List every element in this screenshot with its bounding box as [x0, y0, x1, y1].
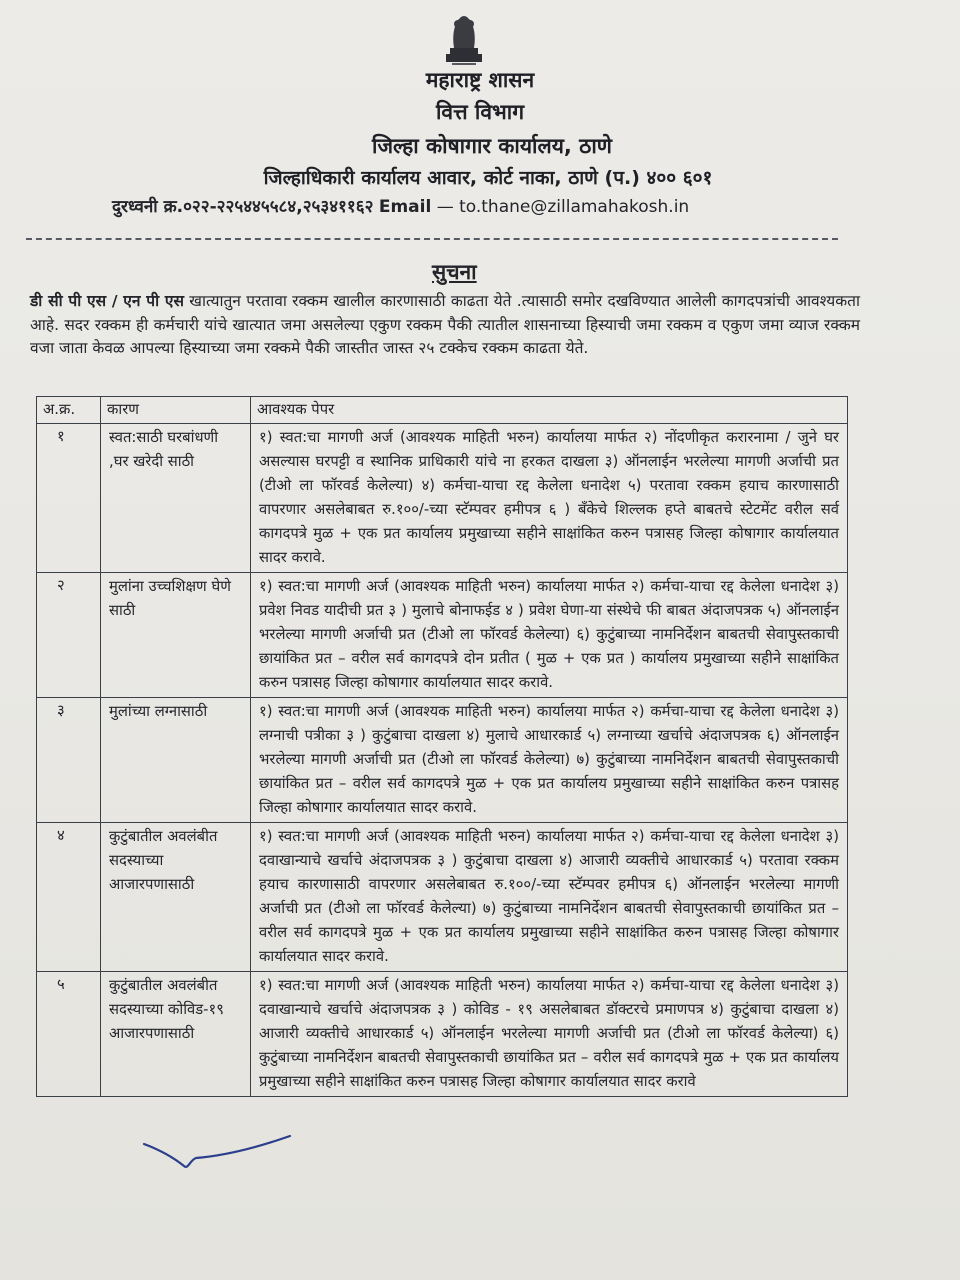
- table-row: [37, 573, 848, 698]
- papers-cell: १) स्वत:चा मागणी अर्ज (आवश्यक माहिती भरुन) कार्यालया मार्फत २) कर्मचा-याचा रद्द केलेला धनादेश ३) दवाखान्याचे खर्चाचे अंदाजपत्रक ३ ) कोविड - १९ असलेबाबत डॉक्टरचे प्रमाणपत्र ४) कुटुंबाचा दाखला ४) आजारी व्यक्तीचे आधारकार्ड ५) ऑनलाईन भरलेल्या मागणी अर्जाची प्रत (टीओ ला फॉरवर्ड केलेल्या) ६) कुटुंबाच्या नामनिर्देशन बाबतची सेवापुस्तकाची छायांकित प्रत – वरील सर्व कागदपत्रे मुळ + एक प्रत कार्यालय प्रमुखाच्या सहीने साक्षांकित करुन पत्रासह जिल्हा कोषागार कार्यालयात सादर करावे: [251, 972, 848, 1097]
- pen-mark-icon: [140, 1130, 300, 1175]
- contact-line: [112, 194, 689, 217]
- office-name: जिल्हा कोषागार कार्यालय, ठाणे: [372, 134, 612, 158]
- table-row: [37, 698, 848, 823]
- department-name: वित्त विभाग: [435, 100, 525, 124]
- papers-cell: १) स्वत:चा मागणी अर्ज (आवश्यक माहिती भरुन) कार्यालया मार्फत २) कर्मचा-याचा रद्द केलेला धनादेश ३) प्रवेश निवड यादीची प्रत ३ ) मुलाचे बोनाफईड ४ ) प्रवेश घेणा-या संस्थेचे फी बाबत अंदाजपत्रक ५) ऑनलाईन भरलेल्या मागणी अर्जाची प्रत (टीओ ला फॉरवर्ड केलेल्या) ६) कुटुंबाच्या नामनिर्देशन बाबतची सेवापुस्तकाची छायांकित प्रत – वरील सर्व कागदपत्रे दोन प्रतीत ( मुळ + एक प्रत ) कार्यालय प्रमुखाच्या सहीने साक्षांकित करुन पत्रासह जिल्हा कोषागार कार्यालयात सादर करावे.: [251, 573, 848, 698]
- intro-text: खात्यातुन परतावा रक्कम खालील कारणासाठी काढता येते .त्यासाठी समोर दखविण्यात आलेली कागदपत्रांची आवश्यकता आहे. सदर रक्कम ही कर्मचारी यांचे खात्यात जमा असलेल्या एकुण रक्कम पैकी त्यातील शासनाच्या हिस्याची जमा रक्कम व एकुण जमा व्याज रक्कम वजा जाता केवळ आपल्या हिस्याच्या जमा रक्कमे पैकी जास्तीत जास्त २५ टक्केच रक्कम काढता येते.: [30, 292, 860, 357]
- reason-cell: कुटुंबातील अवलंबीत सदस्याच्या आजारपणासाठी: [101, 823, 251, 972]
- scheme-name: डी सी पी एस / एन पी एस: [30, 292, 184, 310]
- serial-cell: ४: [37, 823, 101, 972]
- phone-numbers: दुरध्वनी क्र.०२२-२२५४४५५८४,२५३४११६२: [112, 197, 374, 217]
- serial-cell: २: [37, 573, 101, 698]
- notice-title: सुचना: [432, 260, 477, 284]
- header-papers: आवश्यक पेपर: [251, 397, 848, 424]
- documents-table: [36, 396, 848, 1097]
- separator-line: [26, 238, 838, 240]
- office-address: जिल्हाधिकारी कार्यालय आवार, कोर्ट नाका, ठाणे (प.) ४०० ६०१: [263, 167, 713, 189]
- reason-cell: कुटुंबातील अवलंबीत सदस्याच्या कोविड-१९ आजारपणासाठी: [101, 972, 251, 1097]
- papers-cell: १) स्वत:चा मागणी अर्ज (आवश्यक माहिती भरुन) कार्यालया मार्फत २) नोंदणीकृत करारनामा / जुने घर असल्यास घरपट्टी व स्थानिक प्राधिकारी यांचे ना हरकत दाखला ३) ऑनलाईन भरलेल्या मागणी अर्जाची प्रत (टीओ ला फॉरवर्ड केलेल्या) ४) कर्मचा-याचा रद्द केलेला धनादेश ५) परतावा रक्कम हयाच कारणासाठी वापरणार असलेबाबत रु.१००/-च्या स्टॅम्पवर हमीपत्र ६ ) बँकेचे शिल्लक हप्ते बाबतचे स्टेटमेंट वरील सर्व कागदपत्रे मुळ + एक प्रत कार्यालय प्रमुखाच्या सहीने साक्षांकित करुन पत्रासह जिल्हा कोषागार कार्यालयात सादर करावे.: [251, 424, 848, 573]
- table-header-row: [37, 397, 848, 424]
- reason-cell: स्वत:साठी घरबांधणी ,घर खरेदी साठी: [101, 424, 251, 573]
- reason-cell: मुलांच्या लग्नासाठी: [101, 698, 251, 823]
- email-address: — to.thane@zillamahakosh.in: [436, 197, 690, 217]
- serial-cell: ५: [37, 972, 101, 1097]
- serial-cell: १: [37, 424, 101, 573]
- table-row: [37, 972, 848, 1097]
- government-name: महाराष्ट्र शासन: [425, 68, 535, 92]
- table-row: [37, 823, 848, 972]
- header-serial: अ.क्र.: [37, 397, 101, 424]
- papers-cell: १) स्वत:चा मागणी अर्ज (आवश्यक माहिती भरुन) कार्यालया मार्फत २) कर्मचा-याचा रद्द केलेला धनादेश ३) लग्नाची पत्रीका ३ ) कुटुंबाचा दाखला ४) मुलाचे आधारकार्ड ५) लग्नाच्या खर्चाचे अंदाजपत्रक ६) ऑनलाईन भरलेल्या मागणी अर्जाची प्रत (टीओ ला फॉरवर्ड केलेल्या) ७) कुटुंबाच्या नामनिर्देशन बाबतची सेवापुस्तकाची छायांकित प्रत – वरील सर्व कागदपत्रे मुळ + एक प्रत कार्यालय प्रमुखाच्या सहीने साक्षांकित करुन पत्रासह जिल्हा कोषागार कार्यालयात सादर करावे.: [251, 698, 848, 823]
- email-label: Email: [378, 197, 432, 217]
- papers-cell: १) स्वत:चा मागणी अर्ज (आवश्यक माहिती भरुन) कार्यालया मार्फत २) कर्मचा-याचा रद्द केलेला धनादेश ३) दवाखान्याचे खर्चाचे अंदाजपत्रक ३ ) कुटुंबाचा दाखला ४) आजारी व्यक्तीचे आधारकार्ड ५) परतावा रक्कम हयाच कारणासाठी वापरणार असलेबाबत रु.१००/-च्या स्टॅम्पवर हमीपत्र ६) ऑनलाईन भरलेल्या मागणी अर्जाची प्रत (टीओ ला फॉरवर्ड केलेल्या) ७) कुटुंबाच्या नामनिर्देशन बाबतची सेवापुस्तकाची छायांकित प्रत – वरील सर्व कागदपत्रे मुळ + एक प्रत कार्यालय प्रमुखाच्या सहीने साक्षांकित करुन पत्रासह जिल्हा कोषागार कार्यालयात सादर करावे.: [251, 823, 848, 972]
- national-emblem-icon: [436, 10, 492, 66]
- serial-cell: ३: [37, 698, 101, 823]
- header-reason: कारण: [101, 397, 251, 424]
- notice-intro: [30, 290, 860, 361]
- reason-cell: मुलांना उच्चशिक्षण घेणे साठी: [101, 573, 251, 698]
- table-row: [37, 424, 848, 573]
